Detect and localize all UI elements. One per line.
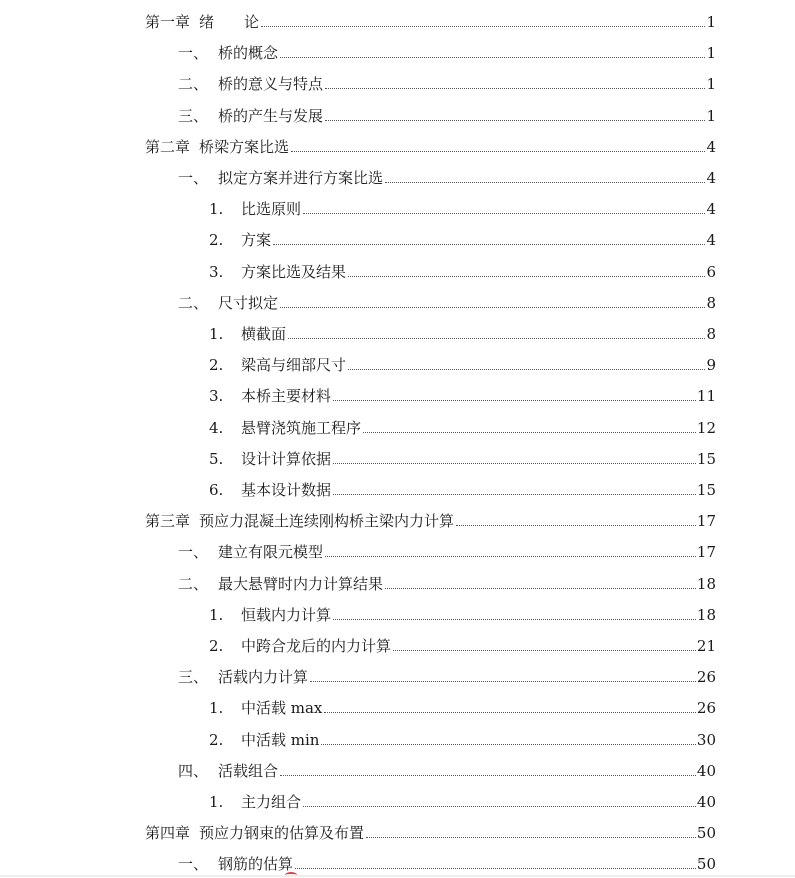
dot-leader bbox=[303, 805, 696, 807]
toc-entry-number: 二、 bbox=[178, 293, 209, 312]
toc-entry-number: 5. bbox=[209, 449, 224, 468]
toc-entry-chapter[interactable] bbox=[0, 125, 716, 156]
dot-leader bbox=[303, 212, 705, 214]
toc-entry-page: 9 bbox=[706, 356, 716, 375]
toc-entry-section[interactable] bbox=[0, 281, 716, 312]
toc-entry-page: 18 bbox=[696, 605, 716, 624]
toc-entry-number: 第二章 bbox=[145, 137, 191, 156]
toc-entry-title: 中活载 max bbox=[241, 699, 323, 718]
toc-entry-item[interactable] bbox=[0, 593, 716, 624]
toc-entry-page: 15 bbox=[696, 481, 716, 499]
toc-entry-item[interactable] bbox=[0, 468, 716, 499]
dot-leader bbox=[333, 493, 696, 495]
toc-entry-item[interactable] bbox=[0, 312, 716, 343]
dot-leader bbox=[291, 150, 705, 152]
toc-entry-item[interactable] bbox=[0, 718, 716, 749]
toc-entry-page: 1 bbox=[706, 13, 716, 31]
toc-entry-section[interactable] bbox=[0, 530, 716, 561]
toc-entry-number: 一、 bbox=[178, 44, 209, 63]
toc-entry-page: 15 bbox=[696, 449, 716, 468]
toc-entry-section[interactable] bbox=[0, 31, 716, 62]
dot-leader bbox=[348, 275, 705, 277]
toc-entry-title: 设计计算依据 bbox=[241, 449, 332, 468]
toc-entry-number: 3. bbox=[209, 262, 224, 281]
toc-entry-page: 21 bbox=[696, 637, 716, 655]
toc-entry-page: 18 bbox=[696, 574, 716, 593]
toc-entry-title: 方案 bbox=[241, 231, 272, 250]
toc-entry-title: 中活载 min bbox=[241, 730, 320, 749]
dot-leader bbox=[333, 462, 696, 464]
toc-entry-title: 本桥主要材料 bbox=[241, 387, 332, 406]
toc-entry-page: 12 bbox=[696, 418, 716, 437]
toc-entry-number: 3. bbox=[209, 387, 224, 406]
toc-entry-title: 基本设计数据 bbox=[241, 481, 332, 499]
toc-entry-item[interactable] bbox=[0, 218, 716, 249]
dot-leader bbox=[385, 181, 705, 183]
toc-entry-chapter[interactable] bbox=[0, 811, 716, 842]
toc-entry-page: 1 bbox=[706, 75, 716, 94]
toc-entry-item[interactable] bbox=[0, 780, 716, 811]
toc-entry-number: 三、 bbox=[178, 668, 209, 687]
toc-entry-item[interactable] bbox=[0, 187, 716, 218]
dot-leader bbox=[288, 337, 705, 339]
toc-entry-section[interactable] bbox=[0, 749, 716, 780]
toc-entry-page: 1 bbox=[706, 106, 716, 125]
dot-leader bbox=[280, 774, 696, 776]
toc-entry-section[interactable] bbox=[0, 62, 716, 93]
toc-entry-title: 建立有限元模型 bbox=[218, 543, 324, 562]
toc-entry-page: 30 bbox=[696, 730, 716, 749]
toc-entry-number: 2. bbox=[209, 356, 224, 375]
toc-entry-title: 比选原则 bbox=[241, 200, 302, 219]
toc-entry-title: 预应力钢束的估算及布置 bbox=[199, 824, 365, 843]
dot-leader bbox=[325, 87, 705, 89]
toc-entry-number: 6. bbox=[209, 481, 224, 499]
toc-entry-page: 17 bbox=[696, 543, 716, 562]
dot-leader bbox=[325, 555, 696, 557]
toc-entry-page: 4 bbox=[706, 200, 716, 219]
toc-entry-page: 4 bbox=[706, 137, 716, 156]
red-pen-mark bbox=[285, 872, 297, 878]
dot-leader bbox=[310, 680, 696, 682]
toc-entry-page: 4 bbox=[706, 169, 716, 187]
toc-entry-page: 50 bbox=[696, 855, 716, 874]
toc-entry-title: 恒载内力计算 bbox=[241, 605, 332, 624]
dot-leader bbox=[321, 743, 695, 745]
toc-entry-number: 第三章 bbox=[145, 512, 191, 531]
toc-entry-number: 第四章 bbox=[145, 824, 191, 843]
toc-entry-title: 最大悬臂时内力计算结果 bbox=[218, 574, 384, 593]
toc-entry-chapter[interactable] bbox=[0, 0, 716, 31]
toc-entry-page: 40 bbox=[696, 761, 716, 780]
toc-entry-page: 26 bbox=[696, 699, 716, 718]
dot-leader bbox=[366, 836, 696, 838]
toc-entry-section[interactable] bbox=[0, 842, 716, 873]
toc-entry-number: 1. bbox=[209, 793, 224, 811]
toc-entry-title: 桥的意义与特点 bbox=[218, 75, 324, 94]
toc-entry-title: 桥的概念 bbox=[218, 44, 279, 63]
toc-entry-title: 主力组合 bbox=[241, 793, 302, 811]
toc-entry-number: 2. bbox=[209, 637, 224, 655]
toc-entry-title: 横截面 bbox=[241, 325, 287, 343]
toc-entry-page: 26 bbox=[696, 668, 716, 687]
dot-leader bbox=[385, 587, 696, 589]
toc-entry-number: 1. bbox=[209, 699, 224, 718]
toc-entry-title: 桥梁方案比选 bbox=[199, 137, 290, 156]
toc-entry-item[interactable] bbox=[0, 437, 716, 468]
toc-entry-section[interactable] bbox=[0, 562, 716, 593]
dot-leader bbox=[333, 399, 696, 401]
toc-entry-title: 拟定方案并进行方案比选 bbox=[218, 169, 384, 187]
dot-leader bbox=[273, 243, 705, 245]
dot-leader bbox=[325, 119, 705, 121]
toc-entry-number: 2. bbox=[209, 231, 224, 250]
toc-entry-section[interactable] bbox=[0, 655, 716, 686]
toc-entry-item[interactable] bbox=[0, 250, 716, 281]
toc-entry-page: 11 bbox=[696, 387, 716, 406]
toc-entry-number: 第一章 bbox=[145, 13, 191, 31]
toc-entry-section[interactable] bbox=[0, 94, 716, 125]
toc-entry-page: 1 bbox=[706, 44, 716, 63]
toc-entry-number: 4. bbox=[209, 418, 224, 437]
toc-entry-title: 悬臂浇筑施工程序 bbox=[241, 418, 362, 437]
toc-entry-number: 1. bbox=[209, 605, 224, 624]
toc-entry-item[interactable] bbox=[0, 374, 716, 405]
toc-entry-chapter[interactable] bbox=[0, 499, 716, 530]
toc-entry-page: 17 bbox=[696, 512, 716, 531]
toc-entry-title: 活载内力计算 bbox=[218, 668, 309, 687]
toc-entry-title: 预应力混凝土连续刚构桥主梁内力计算 bbox=[199, 512, 455, 531]
toc-entry-item[interactable] bbox=[0, 686, 716, 717]
toc-entry-number: 三、 bbox=[178, 106, 209, 125]
toc-entry-number: 1. bbox=[209, 325, 224, 343]
toc-entry-title: 活载组合 bbox=[218, 761, 279, 780]
dot-leader bbox=[393, 649, 696, 651]
toc-entry-page: 4 bbox=[706, 231, 716, 250]
toc-entry-number: 2. bbox=[209, 730, 224, 749]
toc-entry-title: 桥的产生与发展 bbox=[218, 106, 324, 125]
toc-entry-number: 一、 bbox=[178, 543, 209, 562]
toc-entry-number: 二、 bbox=[178, 574, 209, 593]
toc-entry-title: 尺寸拟定 bbox=[218, 293, 279, 312]
toc-entry-page: 6 bbox=[706, 262, 716, 281]
dot-leader bbox=[333, 618, 696, 620]
dot-leader bbox=[280, 306, 705, 308]
dot-leader bbox=[363, 431, 696, 433]
toc-entry-page: 8 bbox=[706, 325, 716, 343]
dot-leader bbox=[295, 867, 696, 869]
toc-entry-number: 一、 bbox=[178, 169, 209, 187]
dot-leader bbox=[324, 711, 696, 713]
toc-entry-number: 1. bbox=[209, 200, 224, 219]
toc-entry-number: 四、 bbox=[178, 761, 209, 780]
dot-leader bbox=[261, 25, 705, 27]
toc-entry-page: 8 bbox=[706, 293, 716, 312]
toc-entry-item[interactable] bbox=[0, 406, 716, 437]
toc-entry-title: 梁高与细部尺寸 bbox=[241, 356, 347, 375]
toc-entry-title: 方案比选及结果 bbox=[241, 262, 347, 281]
toc-entry-page: 40 bbox=[696, 793, 716, 811]
toc-entry-item[interactable] bbox=[0, 343, 716, 374]
dot-leader bbox=[348, 368, 705, 370]
toc-entry-item[interactable] bbox=[0, 624, 716, 655]
dot-leader bbox=[456, 524, 696, 526]
toc-entry-section[interactable] bbox=[0, 156, 716, 187]
toc-entry-page: 50 bbox=[696, 824, 716, 843]
dot-leader bbox=[280, 56, 705, 58]
toc-entry-title: 绪 论 bbox=[199, 13, 260, 31]
toc-entry-title: 中跨合龙后的内力计算 bbox=[241, 637, 392, 655]
toc-entry-number: 二、 bbox=[178, 75, 209, 94]
toc-entry-number: 一、 bbox=[178, 855, 209, 874]
toc-entry-title: 钢筋的估算 bbox=[218, 855, 294, 874]
